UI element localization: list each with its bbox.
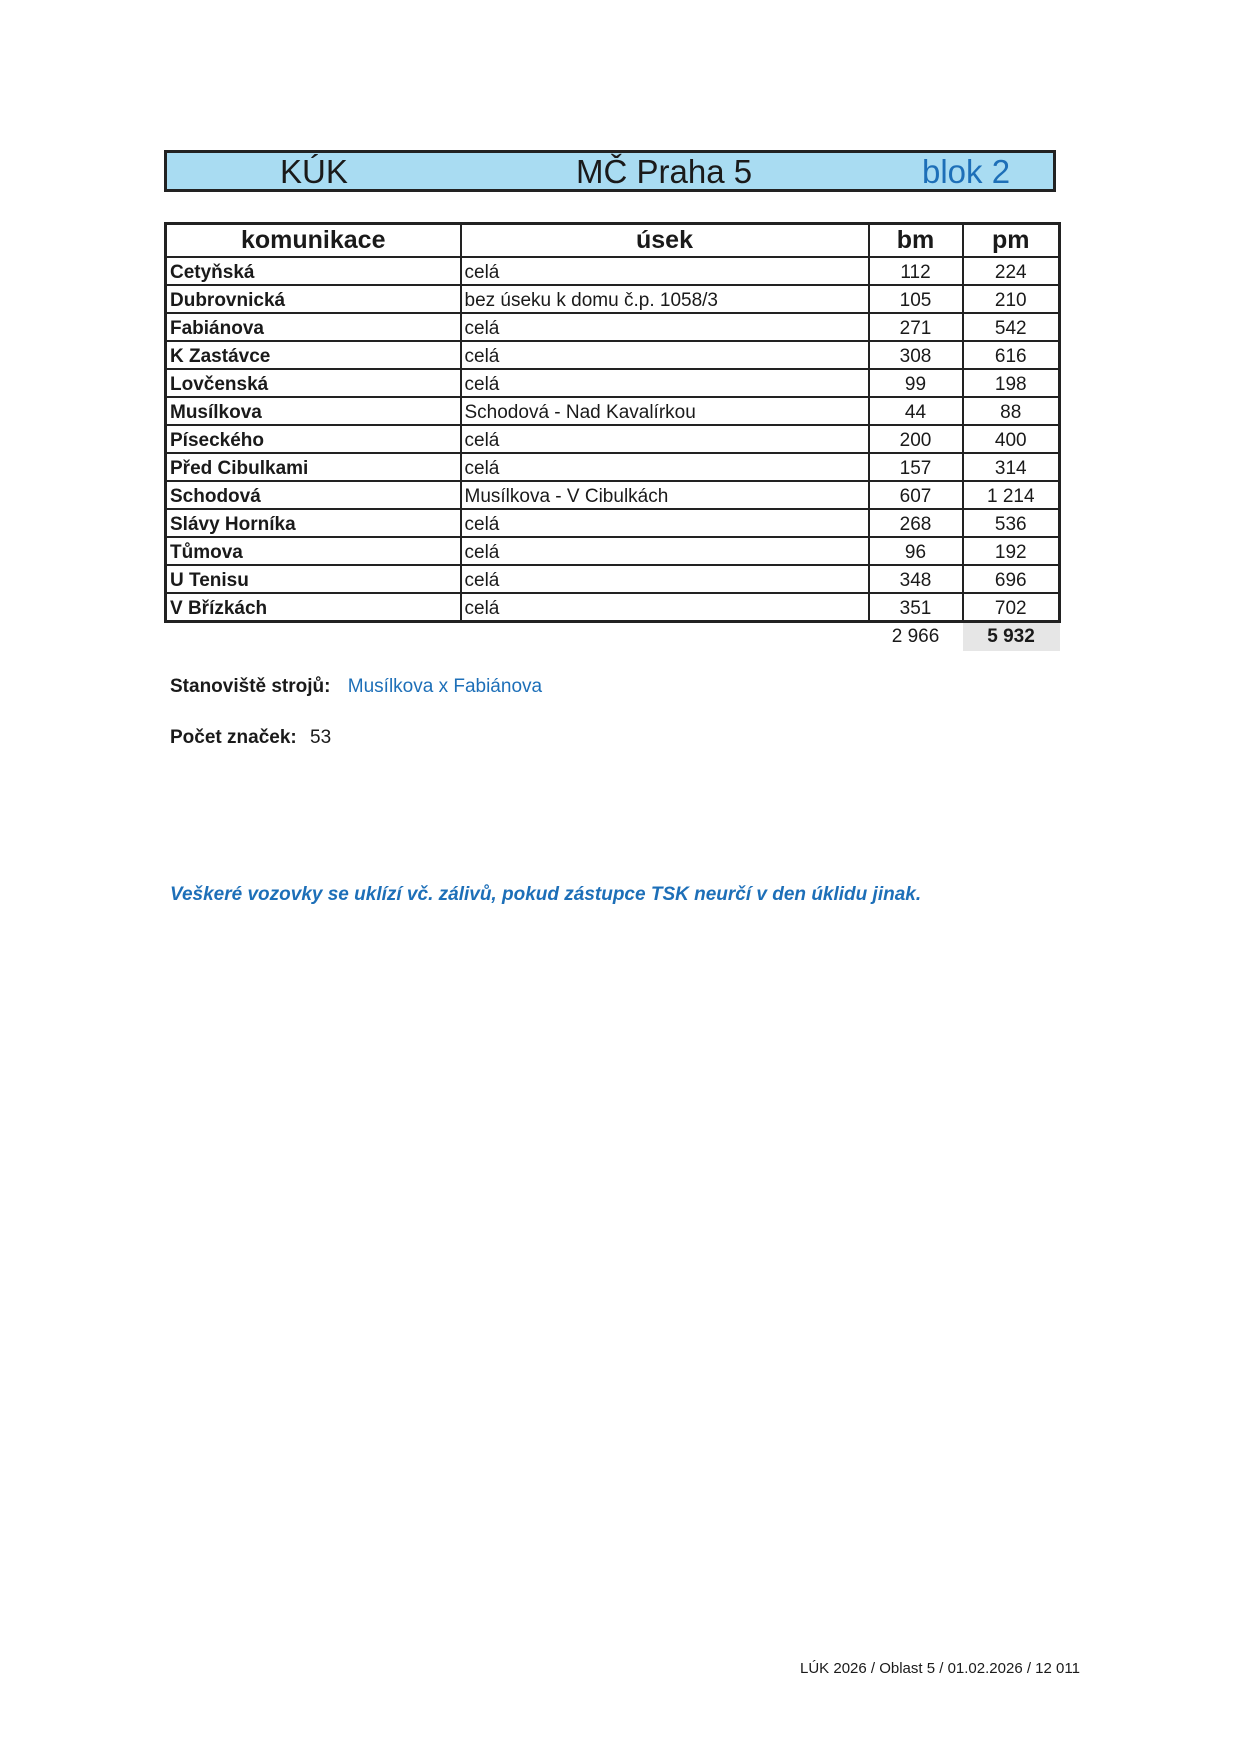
cell-usek: celá [461, 453, 869, 481]
cell-usek: celá [461, 509, 869, 537]
table-row [166, 593, 1060, 622]
cell-bm: 351 [869, 593, 963, 622]
totals-row [166, 622, 1060, 652]
cell-bm: 348 [869, 565, 963, 593]
cell-komunikace: Schodová [166, 481, 461, 509]
table-row [166, 565, 1060, 593]
cell-pm: 314 [963, 453, 1060, 481]
table-row [166, 425, 1060, 453]
cell-usek: celá [461, 565, 869, 593]
machine-location-line [170, 676, 542, 698]
column-header-usek: úsek [461, 224, 869, 258]
column-header-pm: pm [963, 224, 1060, 258]
cell-pm: 198 [963, 369, 1060, 397]
table-row [166, 369, 1060, 397]
cell-usek: bez úseku k domu č.p. 1058/3 [461, 285, 869, 313]
cell-komunikace: Lovčenská [166, 369, 461, 397]
cell-bm: 268 [869, 509, 963, 537]
cell-bm: 607 [869, 481, 963, 509]
cell-bm: 271 [869, 313, 963, 341]
cell-usek: Schodová - Nad Kavalírkou [461, 397, 869, 425]
cell-pm: 192 [963, 537, 1060, 565]
cell-pm: 702 [963, 593, 1060, 622]
sign-count-value: 53 [310, 727, 332, 748]
table-row [166, 397, 1060, 425]
cell-usek: celá [461, 341, 869, 369]
document-header [164, 150, 1056, 192]
cell-komunikace: Dubrovnická [166, 285, 461, 313]
roads-table [164, 222, 1061, 651]
cell-komunikace: Musílkova [166, 397, 461, 425]
cell-usek: celá [461, 425, 869, 453]
cell-usek: celá [461, 593, 869, 622]
table-row [166, 509, 1060, 537]
cell-bm: 157 [869, 453, 963, 481]
cell-bm: 308 [869, 341, 963, 369]
cell-bm: 96 [869, 537, 963, 565]
cell-usek: Musílkova - V Cibulkách [461, 481, 869, 509]
column-header-bm: bm [869, 224, 963, 258]
machine-location-label: Stanoviště strojů: [170, 676, 331, 697]
cell-komunikace: Cetyňská [166, 257, 461, 285]
cell-pm: 696 [963, 565, 1060, 593]
total-bm: 2 966 [891, 626, 940, 647]
table-row [166, 257, 1060, 285]
cell-komunikace: Tůmova [166, 537, 461, 565]
column-header-komunikace: komunikace [166, 224, 461, 258]
cell-usek: celá [461, 313, 869, 341]
cell-pm: 1 214 [963, 481, 1060, 509]
table-row [166, 453, 1060, 481]
table-header-row [166, 224, 1060, 258]
cell-bm: 112 [869, 257, 963, 285]
cell-pm: 542 [963, 313, 1060, 341]
header-block: blok 2 [922, 153, 1011, 190]
cell-komunikace: Fabiánova [166, 313, 461, 341]
cell-bm: 99 [869, 369, 963, 397]
cell-pm: 536 [963, 509, 1060, 537]
total-pm: 5 932 [963, 622, 1060, 652]
table-row [166, 341, 1060, 369]
cell-pm: 616 [963, 341, 1060, 369]
table-row [166, 285, 1060, 313]
cell-pm: 224 [963, 257, 1060, 285]
cell-komunikace: K Zastávce [166, 341, 461, 369]
cell-pm: 88 [963, 397, 1060, 425]
table-row [166, 481, 1060, 509]
cell-bm: 105 [869, 285, 963, 313]
cleaning-note: Veškeré vozovky se uklízí vč. zálivů, pokud zástupce TSK neurčí v den úklidu jinak. [170, 884, 922, 905]
cell-usek: celá [461, 537, 869, 565]
machine-location-value: Musílkova x Fabiánova [347, 676, 543, 697]
document-footer: LÚK 2026 / Oblast 5 / 01.02.2026 / 12 011 [800, 1660, 1080, 1677]
cell-komunikace: Píseckého [166, 425, 461, 453]
cell-pm: 400 [963, 425, 1060, 453]
cell-usek: celá [461, 369, 869, 397]
sign-count-label: Počet značek: [170, 727, 297, 748]
table-row [166, 537, 1060, 565]
cell-komunikace: Před Cibulkami [166, 453, 461, 481]
cell-usek: celá [461, 257, 869, 285]
cell-komunikace: Slávy Horníka [166, 509, 461, 537]
cell-komunikace: V Břízkách [166, 593, 461, 622]
totals-spacer [461, 622, 869, 652]
header-district: MČ Praha 5 [576, 153, 753, 190]
table-row [166, 313, 1060, 341]
cell-bm: 44 [869, 397, 963, 425]
totals-spacer [166, 622, 461, 652]
sign-count-line [170, 727, 331, 749]
header-left-label: KÚK [280, 153, 348, 190]
cell-komunikace: U Tenisu [166, 565, 461, 593]
cell-pm: 210 [963, 285, 1060, 313]
cell-bm: 200 [869, 425, 963, 453]
